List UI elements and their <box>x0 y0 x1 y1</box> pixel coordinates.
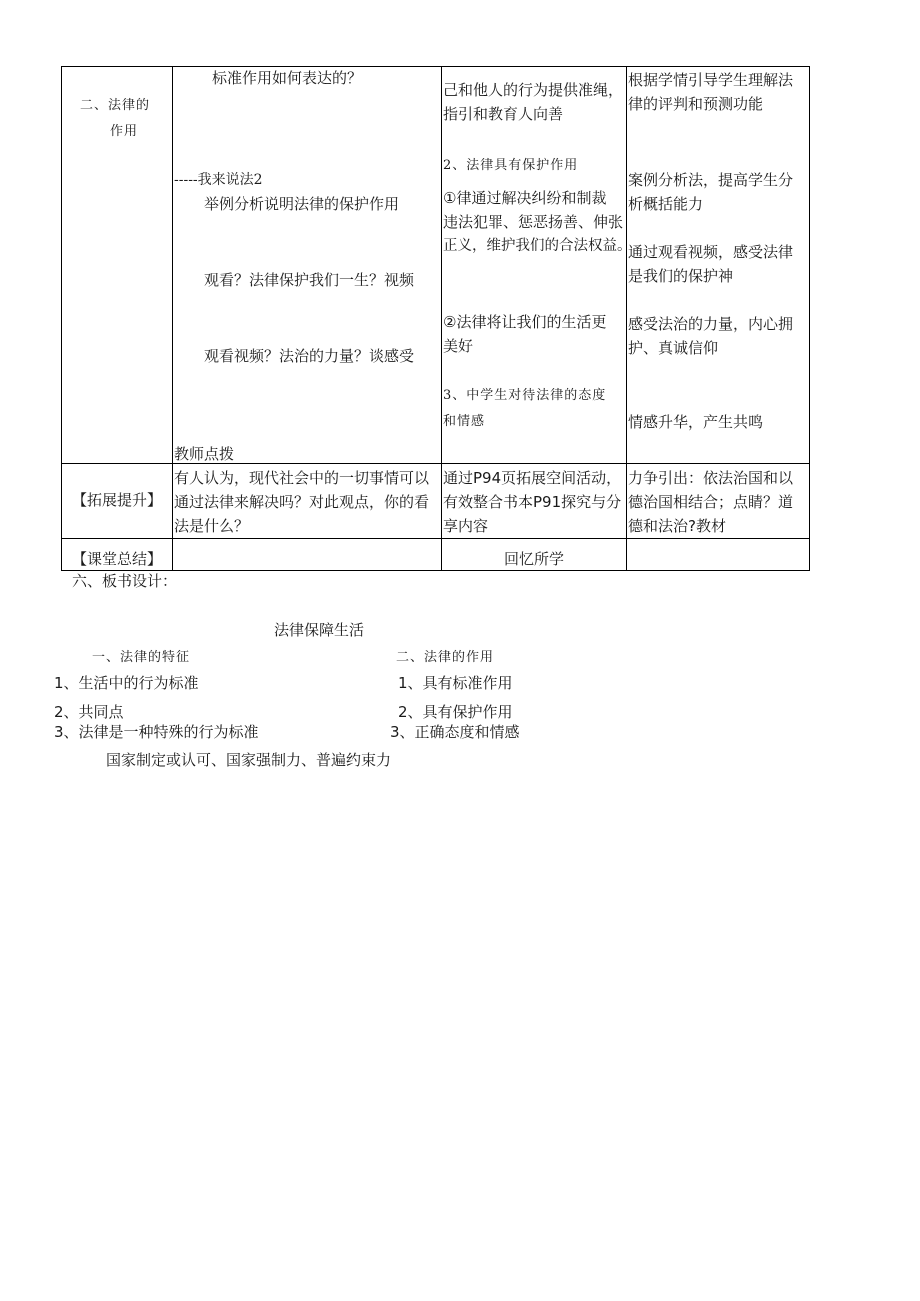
col2-p2-title: 2、法律具有保护作用 <box>443 158 579 173</box>
board-right-heading: 二、法律的作用 <box>396 650 495 665</box>
col2-p2-a2: 违法犯罪、惩恶扬善、伸张 <box>443 213 624 231</box>
col1-teacher: 教师点拨 <box>174 445 235 463</box>
board-left-item1: 1、生活中的行为标准 <box>54 674 199 692</box>
col2-p2-b1: ②法律将让我们的生活更 <box>443 313 607 331</box>
table-divider-col3 <box>626 66 627 571</box>
board-title: 法律保障生活 <box>274 621 365 639</box>
col2-p1-line1: 己和他人的行为提供准绳， <box>443 81 624 99</box>
extension-col2-line2: 有效整合书本P91探究与分 <box>443 493 622 511</box>
board-left-item3: 3、法律是一种特殊的行为标准 <box>54 723 259 741</box>
section2-label-line2: 作用 <box>110 124 139 139</box>
summary-label: 【课堂总结】 <box>72 550 163 568</box>
summary-col2: 回忆所学 <box>504 550 565 568</box>
board-right-item1: 1、具有标准作用 <box>398 674 513 692</box>
col3-d2: 护、真诚信仰 <box>628 339 719 357</box>
col3-c2: 是我们的保护神 <box>628 267 734 285</box>
extension-col3-line2: 德治国相结合；点睛？道 <box>628 493 794 511</box>
col3-b1: 案例分析法，提高学生分 <box>628 171 794 189</box>
col2-p2-a3: 正义，维护我们的合法权益。 <box>443 238 632 254</box>
col3-b2: 析概括能力 <box>628 195 704 213</box>
extension-col3-line3: 德和法治?教材 <box>628 517 726 535</box>
col1-activity-title: -----我来说法2 <box>174 172 263 188</box>
col2-p3-line1: 3、中学生对待法律的态度 <box>443 388 607 403</box>
col3-c1: 通过观看视频，感受法律 <box>628 243 794 261</box>
board-left-item2: 2、共同点 <box>54 703 124 721</box>
table-border-left <box>61 66 62 571</box>
col2-p2-b2: 美好 <box>443 337 474 355</box>
table-border-right <box>809 66 810 571</box>
extension-col3-line1: 力争引出：依法治国和以 <box>628 469 794 487</box>
extension-col2-line3: 享内容 <box>443 517 489 535</box>
col3-a1: 根据学情引导学生理解法 <box>628 71 794 89</box>
board-right-item3: 3、正确态度和情感 <box>390 723 520 741</box>
section2-label-line1: 二、法律的 <box>80 98 151 113</box>
extension-col1-line3: 法是什么？ <box>174 517 250 535</box>
col1-video1: 观看？法律保护我们一生？视频 <box>204 271 415 289</box>
extension-col1-line2: 通过法律来解决吗？对此观点，你的看 <box>174 493 430 511</box>
table-border-top <box>61 66 810 67</box>
board-right-item2: 2、具有保护作用 <box>398 703 513 721</box>
col2-p1-line2: 指引和教育人向善 <box>443 105 564 123</box>
table-row-divider-2 <box>61 538 810 539</box>
extension-label: 【拓展提升】 <box>72 491 163 509</box>
col2-p3-line2: 和情感 <box>443 414 486 429</box>
table-divider-col2 <box>441 66 442 571</box>
col3-e1: 情感升华，产生共鸣 <box>628 413 764 431</box>
col1-video2: 观看视频？法治的力量？谈感受 <box>204 347 415 365</box>
col2-p2-a1: ①律通过解决纠纷和制裁 <box>443 189 607 207</box>
board-heading: 六、板书设计： <box>72 572 178 590</box>
extension-col2-line1: 通过P94页拓展空间活动， <box>443 469 622 487</box>
board-left-item3-sub: 国家制定或认可、国家强制力、普遍约束力 <box>106 751 392 769</box>
col1-question: 标准作用如何表达的？ <box>212 69 363 87</box>
board-left-heading: 一、法律的特征 <box>92 650 191 665</box>
extension-col1-line1: 有人认为，现代社会中的一切事情可以 <box>174 469 430 487</box>
table-divider-col1 <box>172 66 173 571</box>
col3-a2: 律的评判和预测功能 <box>628 95 764 113</box>
col1-activity-desc: 举例分析说明法律的保护作用 <box>204 195 400 213</box>
col3-d1: 感受法治的力量，内心拥 <box>628 315 794 333</box>
